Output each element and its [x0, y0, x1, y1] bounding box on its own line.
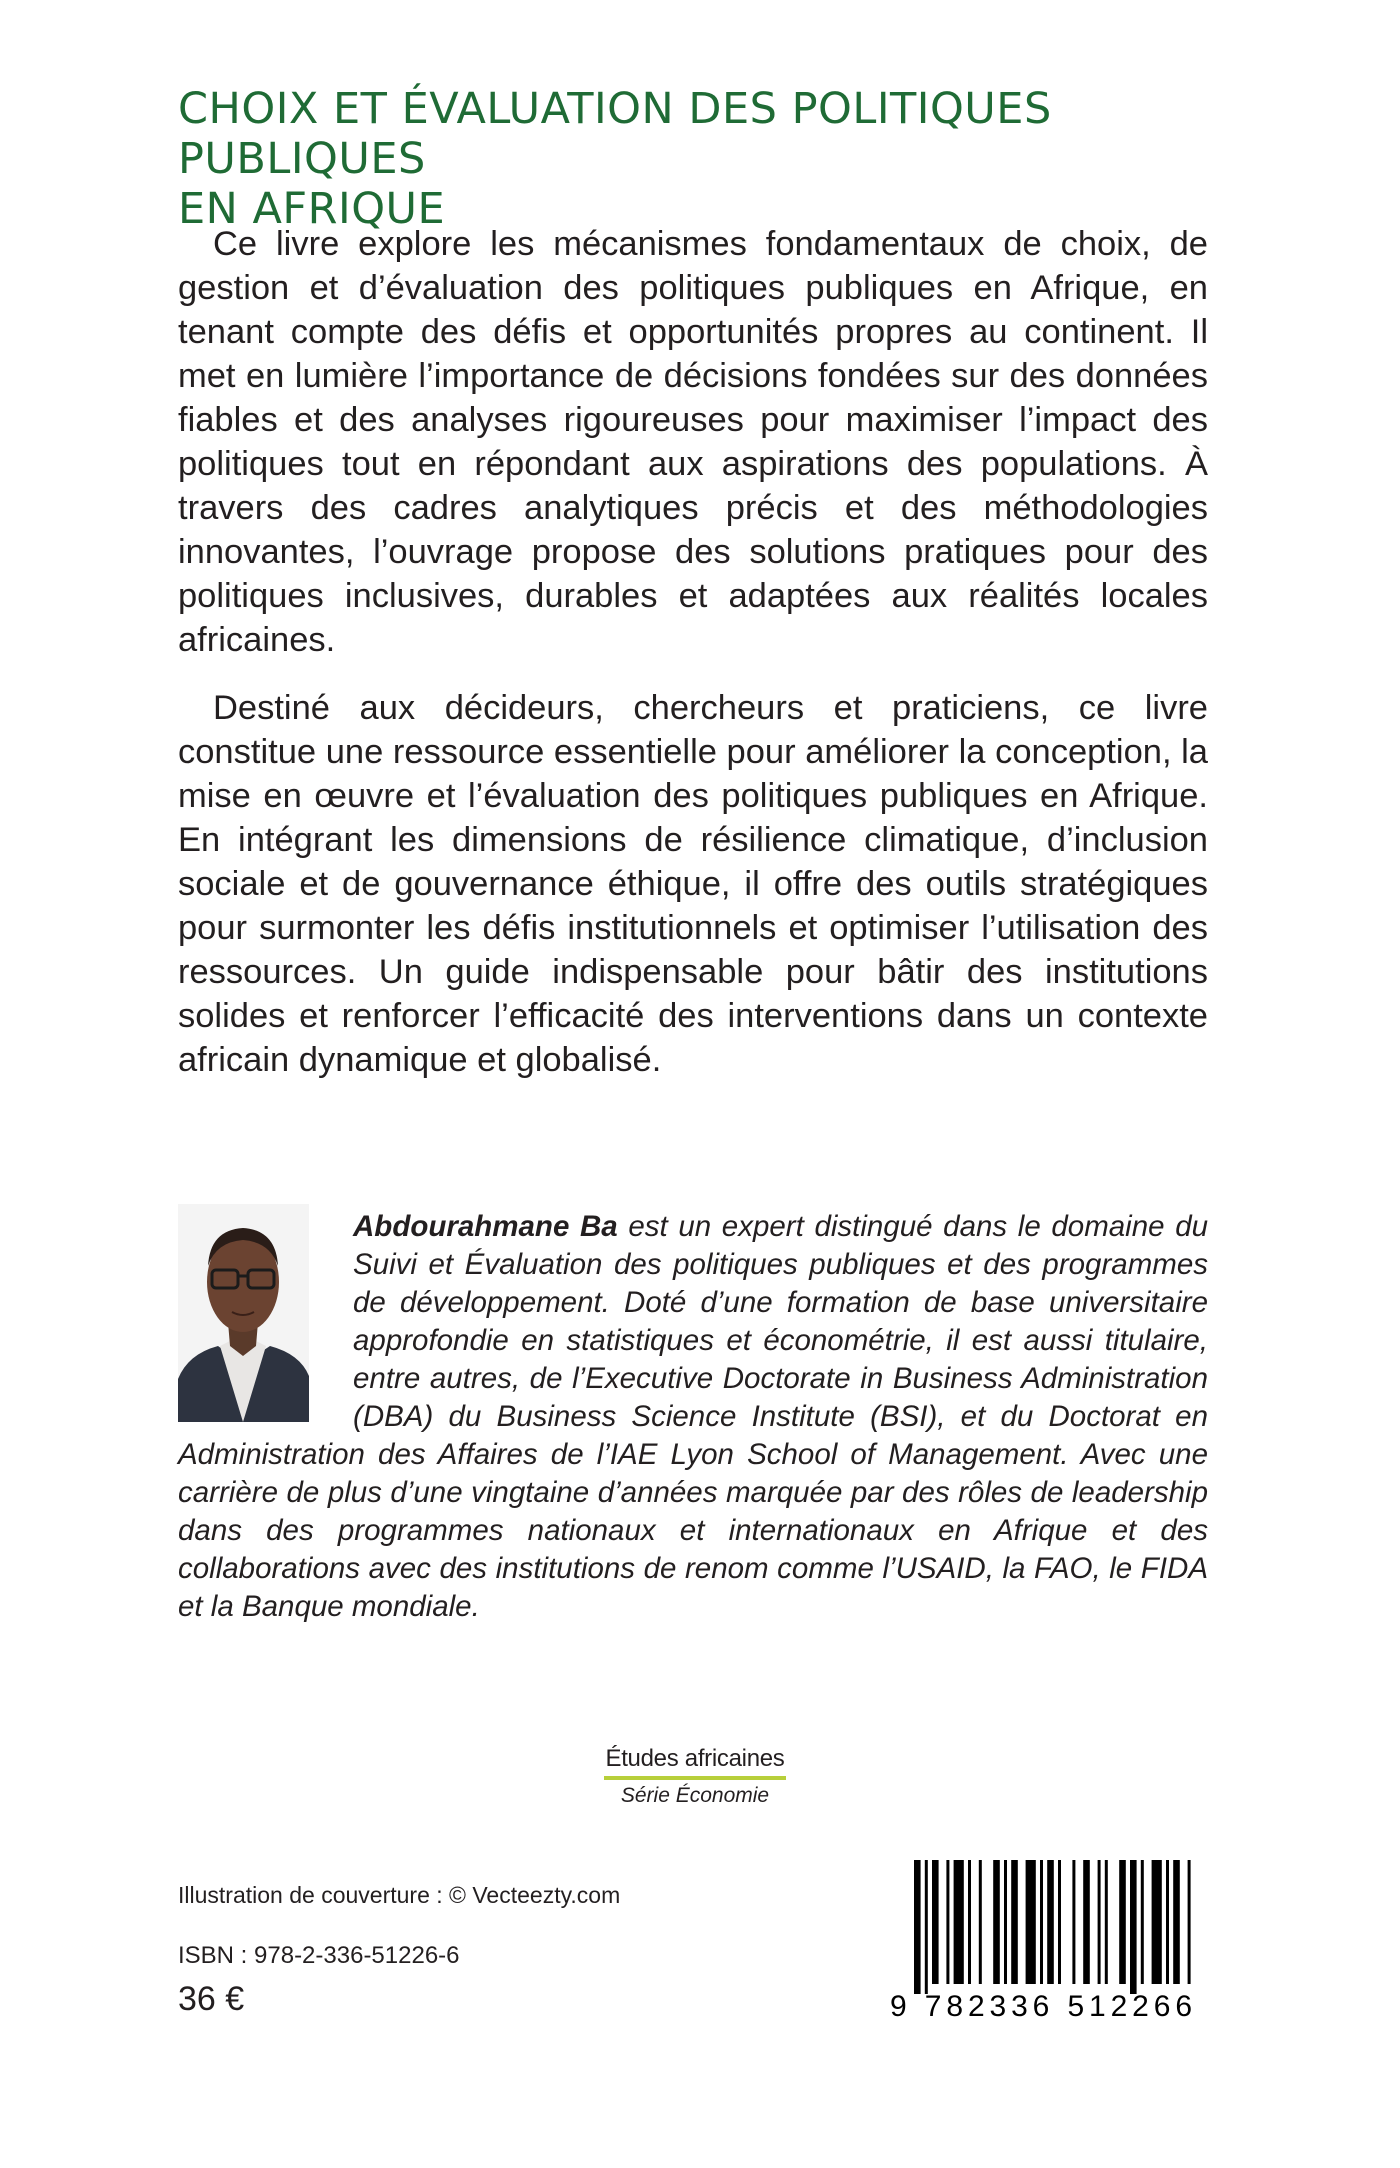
price: 36 €: [178, 1980, 245, 2018]
description-paragraph-2: Destiné aux décideurs, chercheurs et praticiens, ce livre constitue une ressource essentielle pour améliorer la conception, la mise en œuvre et l’évaluation des politiques publiques en Afrique. En intégrant les dimensions de résilience climatique, d’inclusion sociale et de gouvernance éthique, il offre des outils stratégiques pour surmonter les défis institutionnels et optimiser l’utilisation des ressources. Un guide indispensable pour bâtir des institutions solides et renforcer l’efficacité des interventions dans un contexte africain dynamique et globalisé.: [178, 689, 1208, 1079]
author-name: Abdourahmane Ba: [353, 1210, 618, 1243]
barcode: [890, 1860, 1200, 2020]
barcode-bar: [1026, 1860, 1036, 1984]
book-description: [178, 222, 1208, 1106]
barcode-bar: [1098, 1860, 1101, 1984]
isbn: ISBN : 978-2-336-51226-6: [178, 1942, 460, 1969]
barcode-bar: [1004, 1860, 1007, 1984]
collection-logo: [600, 1745, 790, 1808]
book-title: [178, 84, 1258, 234]
barcode-bar: [932, 1860, 939, 1984]
author-bio: [178, 1208, 1208, 1626]
book-title-line-2: EN AFRIQUE: [178, 184, 446, 234]
barcode-bar: [1152, 1860, 1162, 1984]
collection-name: Études africaines: [605, 1745, 785, 1772]
barcode-bar: [1166, 1860, 1169, 1984]
barcode-bar: [979, 1860, 982, 1984]
barcode-bar: [946, 1860, 949, 1984]
barcode-bar: [1141, 1860, 1144, 1984]
barcode-bar: [925, 1860, 928, 1994]
barcode-bar: [1047, 1860, 1054, 1984]
barcode-bar: [1130, 1860, 1137, 1994]
book-title-line-1: CHOIX ET ÉVALUATION DES POLITIQUES PUBLIQUES: [178, 84, 1052, 184]
barcode-bar: [1083, 1860, 1090, 1984]
description-paragraph-1: Ce livre explore les mécanismes fondamentaux de choix, de gestion et d’évaluation des politiques publiques en Afrique, en tenant compte des défis et opportunités propres au continent. Il met en lumière l’importance de décisions fondées sur des données fiables et des analyses rigoureuses pour maximiser l’impact des politiques tout en répondant aux aspirations des populations. À travers des cadres analytiques précis et des méthodologies innovantes, l’ouvrage propose des solutions pratiques pour des politiques inclusives, durables et adaptées aux réalités locales africaines.: [178, 225, 1208, 659]
barcode-bar: [1173, 1860, 1180, 1984]
collection-series: Série Économie: [620, 1784, 770, 1807]
barcode-bar: [1011, 1860, 1018, 1984]
barcode-bar: [1105, 1860, 1108, 1984]
barcode-bar: [954, 1860, 964, 1984]
barcode-bar: [914, 1860, 921, 1994]
author-bio-text: est un expert distingué dans le domaine du Suivi et Évaluation des politiques publiques et des programmes de développement. Doté d’une formation de base universitaire approfondie en statistiques et économétrie, il est aussi titulaire, entre autres, de l’Executive Doctorate in Business Administration (DBA) du Business Science Institute (BSI), et du Doctorat en Administration des Affaires de l’IAE Lyon School of Management. Avec une carrière de plus d’une vingtaine d’années marquée par des rôles de leadership dans des programmes nationaux et internationaux en Afrique et des collaborations avec des institutions de renom comme l’USAID, la FAO, le FIDA et la Banque mondiale.: [178, 1210, 1209, 1623]
collection-rule: [604, 1776, 786, 1780]
cover-credit: Illustration de couverture : © Vecteezty.com: [178, 1882, 621, 1908]
barcode-bar: [1119, 1860, 1126, 1984]
barcode-bar: [993, 1860, 1000, 1984]
barcode-bar: [1072, 1860, 1075, 1984]
barcode-bar: [1040, 1860, 1043, 1984]
barcode-digits: 9 782336 512266: [890, 1990, 1192, 2020]
barcode-bar: [968, 1860, 971, 1984]
barcode-bar: [1188, 1860, 1191, 1984]
barcode-bar: [1058, 1860, 1061, 1984]
